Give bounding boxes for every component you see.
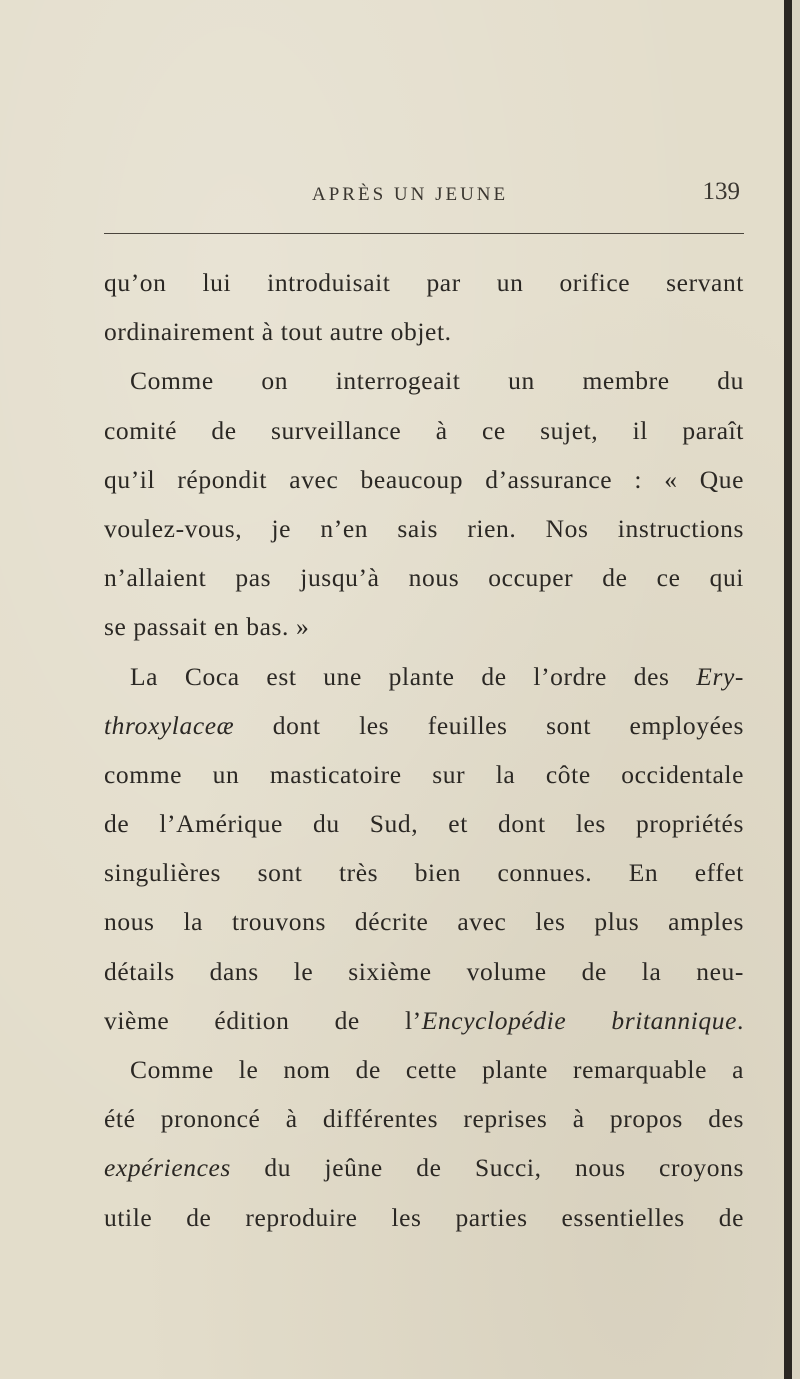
italic-run: throxylaceæ: [104, 710, 235, 740]
text-line: de l’Amérique du Sud, et dont les propriétés: [104, 809, 744, 839]
text-line: se passait en bas. »: [104, 612, 310, 642]
page-edge-shadow: [784, 0, 792, 1379]
text-line: qu’on lui introduisait par un orifice servant: [104, 268, 744, 297]
italic-run: Ery-: [696, 661, 744, 691]
text-line: utile de reproduire les parties essentielles de: [104, 1202, 744, 1232]
text-line: été prononcé à différentes reprises à propos des: [104, 1104, 744, 1134]
text-line: comme un masticatoire sur la côte occidentale: [104, 759, 744, 789]
text-line: [104, 652, 744, 701]
text-line: [104, 701, 744, 750]
text-run: vième édition de l’: [104, 1005, 422, 1035]
text-line: ordinairement à tout autre objet.: [104, 317, 452, 347]
text-run: du jeûne de Succi, nous croyons: [230, 1153, 744, 1183]
text-line: qu’il répondit avec beaucoup d’assurance : « Que: [104, 464, 744, 494]
header-rule: [104, 233, 744, 234]
body-text: [104, 258, 744, 1242]
text-run: La Coca est une plante de l’ordre des: [130, 661, 697, 691]
text-line: singulières sont très bien connues. En effet: [104, 858, 744, 888]
running-title: APRÈS UN JEUNE: [312, 184, 509, 205]
text-line: voulez-vous, je n’en sais rien. Nos instructions: [104, 513, 744, 543]
text-run: dont les feuilles sont employées: [234, 710, 744, 740]
italic-run: expériences: [104, 1153, 231, 1183]
text-line: [104, 996, 744, 1045]
text-line: [104, 1143, 744, 1192]
page-header: [104, 176, 744, 216]
text-line: détails dans le sixième volume de la neu-: [104, 956, 744, 986]
text-line: Comme le nom de cette plante remarquable a: [130, 1055, 744, 1084]
text-run: .: [737, 1005, 744, 1035]
italic-run: Encyclopédie britannique: [421, 1005, 738, 1035]
text-line: n’allaient pas jusqu’à nous occuper de ce qui: [104, 563, 744, 593]
text-line: nous la trouvons décrite avec les plus amples: [104, 907, 744, 937]
page-number: 139: [702, 178, 740, 205]
text-line: Comme on interrogeait un membre du: [130, 366, 744, 396]
text-line: comité de surveillance à ce sujet, il paraît: [104, 415, 744, 445]
